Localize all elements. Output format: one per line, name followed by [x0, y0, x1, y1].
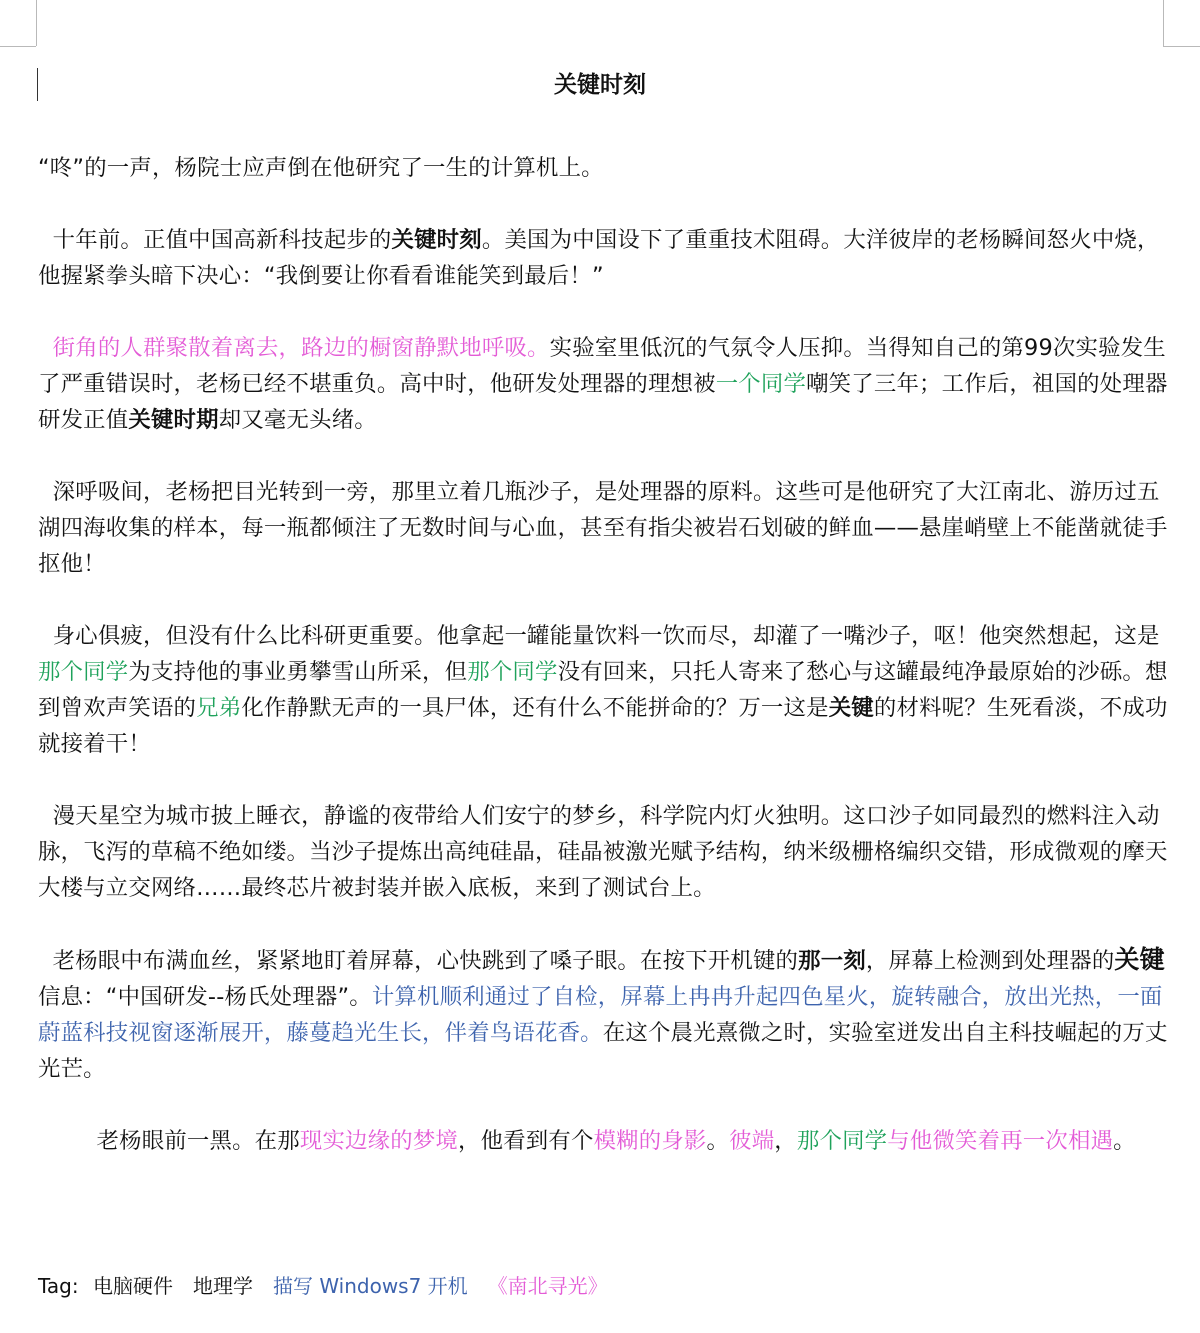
document-body[interactable] — [38, 150, 1180, 1159]
text-run-green: 一个同学 — [715, 371, 807, 397]
text-run-normal: 老杨眼前一黑。在那 — [38, 1128, 300, 1154]
text-run-green: 那个同学 — [796, 1128, 888, 1154]
text-run-normal: 老杨眼中布满血丝，紧紧地盯着屏幕，心快跳到了嗓子眼。在按下开机键的 — [38, 948, 799, 974]
text-run-normal: 却又毫无头绪。 — [218, 407, 377, 433]
text-run-normal: 实验室里低沉的气氛令人压抑。当得知自己的第99次实验发生了严重错误时，老杨已经不堪重负。高中时，他研发处理器的理想被 — [38, 335, 1166, 397]
text-run-big: 关键 — [1114, 945, 1165, 974]
text-run-normal: 。 — [706, 1128, 730, 1154]
text-run-normal: 漫天星空为城市披上睡衣，静谧的夜带给人们安宁的梦乡，科学院内灯火独明。这口沙子如同最烈的燃料注入动脉，飞泻的草稿不绝如缕。当沙子提炼出高纯硅晶，硅晶被激光赋予结构，纳米级栅格编织交错，形成微观的摩天大楼与立交网络……最终芯片被封装并嵌入底板，来到了测试台上。 — [38, 803, 1168, 901]
text-run-bold: 关键 — [828, 695, 874, 721]
tag-label: Tag: — [38, 1274, 79, 1298]
text-run-green: 兄弟 — [196, 695, 242, 721]
paragraph — [38, 222, 1180, 294]
text-run-normal: 深呼吸间，老杨把目光转到一旁，那里立着几瓶沙子，是处理器的原料。这些可是他研究了大江南北、游历过五湖四海收集的样本，每一瓶都倾注了无数时间与心血，甚至有指尖被岩石划破的鲜血——悬崖峭壁上不能凿就徒手抠他！ — [38, 479, 1168, 577]
text-run-normal: 信息：“中国研发--杨氏处理器”。 — [38, 984, 372, 1010]
text-run-normal: ，他看到有个 — [458, 1128, 594, 1154]
paragraph — [38, 474, 1180, 582]
text-run-blue: 计算机顺利通过了自检，屏幕上冉冉升起四色星火，旋转融合，放出光热，一面蔚蓝科技视窗逐渐展开，藤蔓趋光生长，伴着鸟语花香。 — [38, 984, 1163, 1046]
tag-item[interactable]: 地理学 — [192, 1274, 253, 1298]
paragraph — [38, 942, 1180, 1087]
text-run-bold: 关键时期 — [128, 407, 219, 433]
text-run-pink: 彼端 — [729, 1128, 775, 1154]
text-run-pink: 模糊的身影 — [593, 1128, 707, 1154]
text-run-green: 那个同学 — [38, 659, 129, 685]
text-run-normal: 。美国为中国设下了重重技术阻碍。大洋彼岸的老杨瞬间怒火中烧，他握紧拳头暗下决心：“我倒要让你看看谁能笑到最后！” — [38, 227, 1160, 289]
paragraph — [38, 798, 1180, 906]
tag-item[interactable]: 《南北寻光》 — [487, 1274, 608, 1298]
document-title: 关键时刻 — [554, 72, 646, 98]
text-run-normal: ， — [774, 1128, 797, 1154]
text-run-normal: 在这个晨光熹微之时，实验室迸发出自主科技崛起的万丈光芒。 — [38, 1020, 1168, 1082]
text-run-pink: 街角的人群聚散着离去，路边的橱窗静默地呼吸。 — [38, 335, 550, 361]
crop-mark-top-left — [0, 46, 36, 47]
text-run-pink: 与他微笑着再一次相遇 — [887, 1128, 1114, 1154]
text-run-normal: 为支持他的事业勇攀雪山所采，但 — [128, 659, 468, 685]
text-run-normal: 十年前。正值中国高新科技起步的 — [38, 227, 392, 253]
crop-mark-top-right — [1163, 0, 1164, 46]
text-run-normal: “咚”的一声，杨院士应声倒在他研究了一生的计算机上。 — [38, 155, 604, 181]
text-run-green: 那个同学 — [467, 659, 558, 685]
paragraph — [38, 618, 1180, 762]
text-run-normal: 化作静默无声的一具尸体，还有什么不能拼命的？万一这是 — [241, 695, 829, 721]
paragraph — [38, 1123, 1180, 1159]
text-run-normal: 身心俱疲，但没有什么比科研更重要。他拿起一罐能量饮料一饮而尽，却灌了一嘴沙子，呕！他突然想起，这是 — [38, 623, 1160, 649]
text-run-pink: 现实边缘的梦境 — [299, 1128, 459, 1154]
text-run-normal: 的材料呢？生死看淡，不成功就接着干！ — [38, 695, 1168, 757]
paragraph — [38, 330, 1180, 438]
text-run-normal: 。 — [1113, 1128, 1136, 1154]
crop-mark-top-right — [1163, 46, 1200, 47]
crop-mark-top-left — [36, 0, 37, 46]
tag-line — [38, 1268, 628, 1304]
paragraph — [38, 150, 1180, 186]
text-run-normal: 没有回来，只托人寄来了愁心与这罐最纯净最原始的沙砾。想到曾欢声笑语的 — [38, 659, 1168, 721]
text-run-bold: 关键时刻 — [391, 227, 482, 253]
text-run-normal: ，屏幕上检测到处理器的 — [865, 948, 1115, 974]
text-run-bold: 那一刻 — [798, 948, 866, 974]
tag-item[interactable]: 描写 Windows7 开机 — [272, 1274, 468, 1298]
tag-item[interactable]: 电脑硬件 — [92, 1274, 173, 1298]
text-run-normal: 嘲笑了三年；工作后，祖国的处理器研发正值 — [38, 371, 1168, 433]
